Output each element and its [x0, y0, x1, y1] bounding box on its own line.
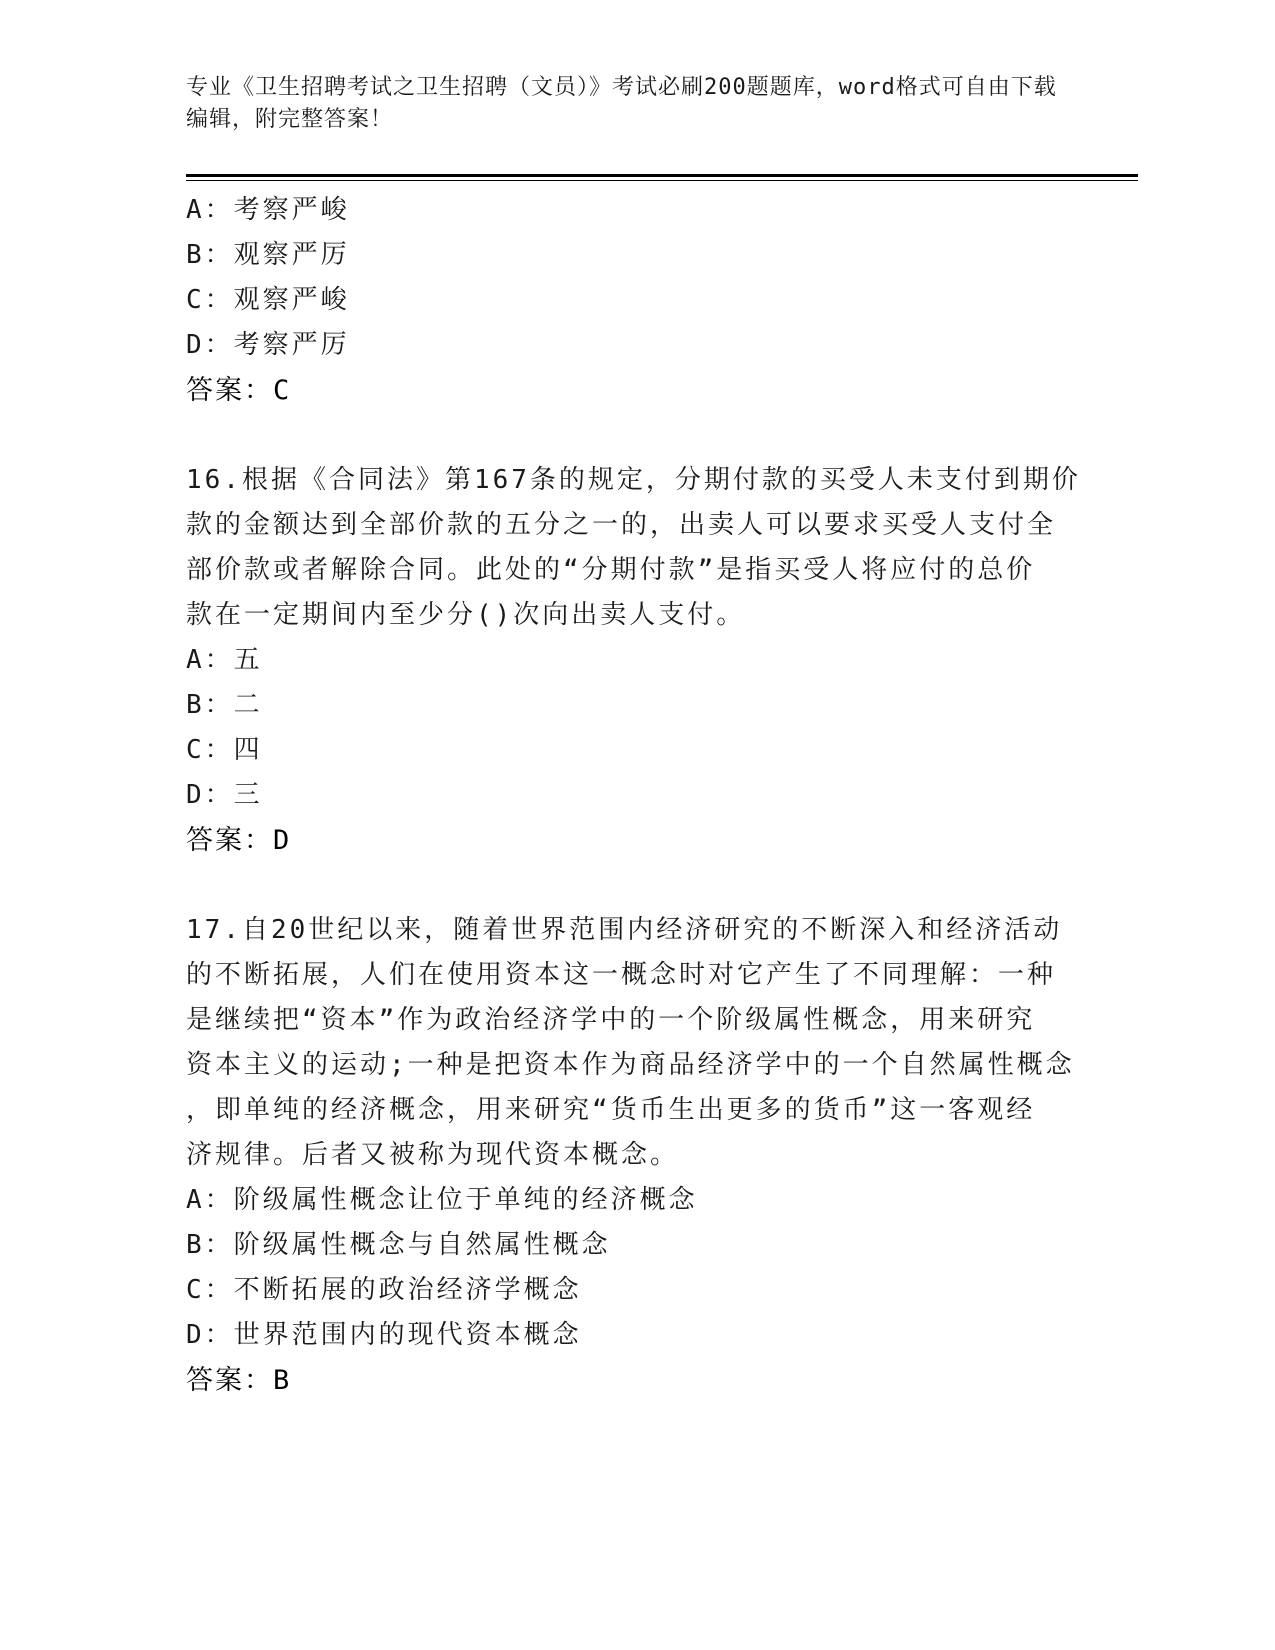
answer-line: 答案：D	[186, 825, 292, 856]
option-a: A：考察严峻	[186, 195, 350, 225]
option-b: B：二	[186, 690, 263, 720]
document-header: 专业《卫生招聘考试之卫生招聘（文员）》考试必刷200题题库，word格式可自由下载编辑，附完整答案！	[186, 75, 1057, 132]
option-c: C：观察严峻	[186, 285, 350, 315]
answer-line: 答案：B	[186, 1365, 292, 1396]
spacer	[186, 413, 1086, 458]
header-rule-thick	[186, 174, 1138, 177]
option-b: B：阶级属性概念与自然属性概念	[186, 1230, 611, 1260]
option-d: D：世界范围内的现代资本概念	[186, 1320, 582, 1350]
question-stem: 17.自20世纪以来，随着世界范围内经济研究的不断深入和经济活动 的不断拓展，人们在使用资本这一概念时对它产生了不同理解：一种 是继续把“资本”作为政治经济学中的一个阶级属性概念，用来研究 资本主义的运动;一种是把资本作为商品经济学中的一个自然属性概念 ，即单纯的经济概念，用来研究“货币生出更多的货币”这一客观经 济规律。后者又被称为现代资本概念。	[186, 915, 1075, 1170]
spacer	[186, 863, 1086, 908]
question-17	[186, 908, 1086, 1403]
option-c: C：不断拓展的政治经济学概念	[186, 1275, 582, 1305]
question-16	[186, 458, 1086, 863]
option-c: C：四	[186, 735, 263, 765]
header-rule-thin	[186, 180, 1138, 181]
question-stem: 16.根据《合同法》第167条的规定，分期付款的买受人未支付到期价 款的金额达到全部价款的五分之一的，出卖人可以要求买受人支付全 部价款或者解除合同。此处的“分期付款”是指买受人将应付的总价 款在一定期间内至少分()次向出卖人支付。	[186, 465, 1081, 630]
option-b: B：观察严厉	[186, 240, 350, 270]
question-list	[186, 188, 1086, 1403]
option-d: D：考察严厉	[186, 330, 350, 360]
answer-line: 答案：C	[186, 375, 292, 406]
option-a: A：五	[186, 645, 263, 675]
question-15	[186, 188, 1086, 413]
option-d: D：三	[186, 780, 263, 810]
option-a: A：阶级属性概念让位于单纯的经济概念	[186, 1185, 698, 1215]
